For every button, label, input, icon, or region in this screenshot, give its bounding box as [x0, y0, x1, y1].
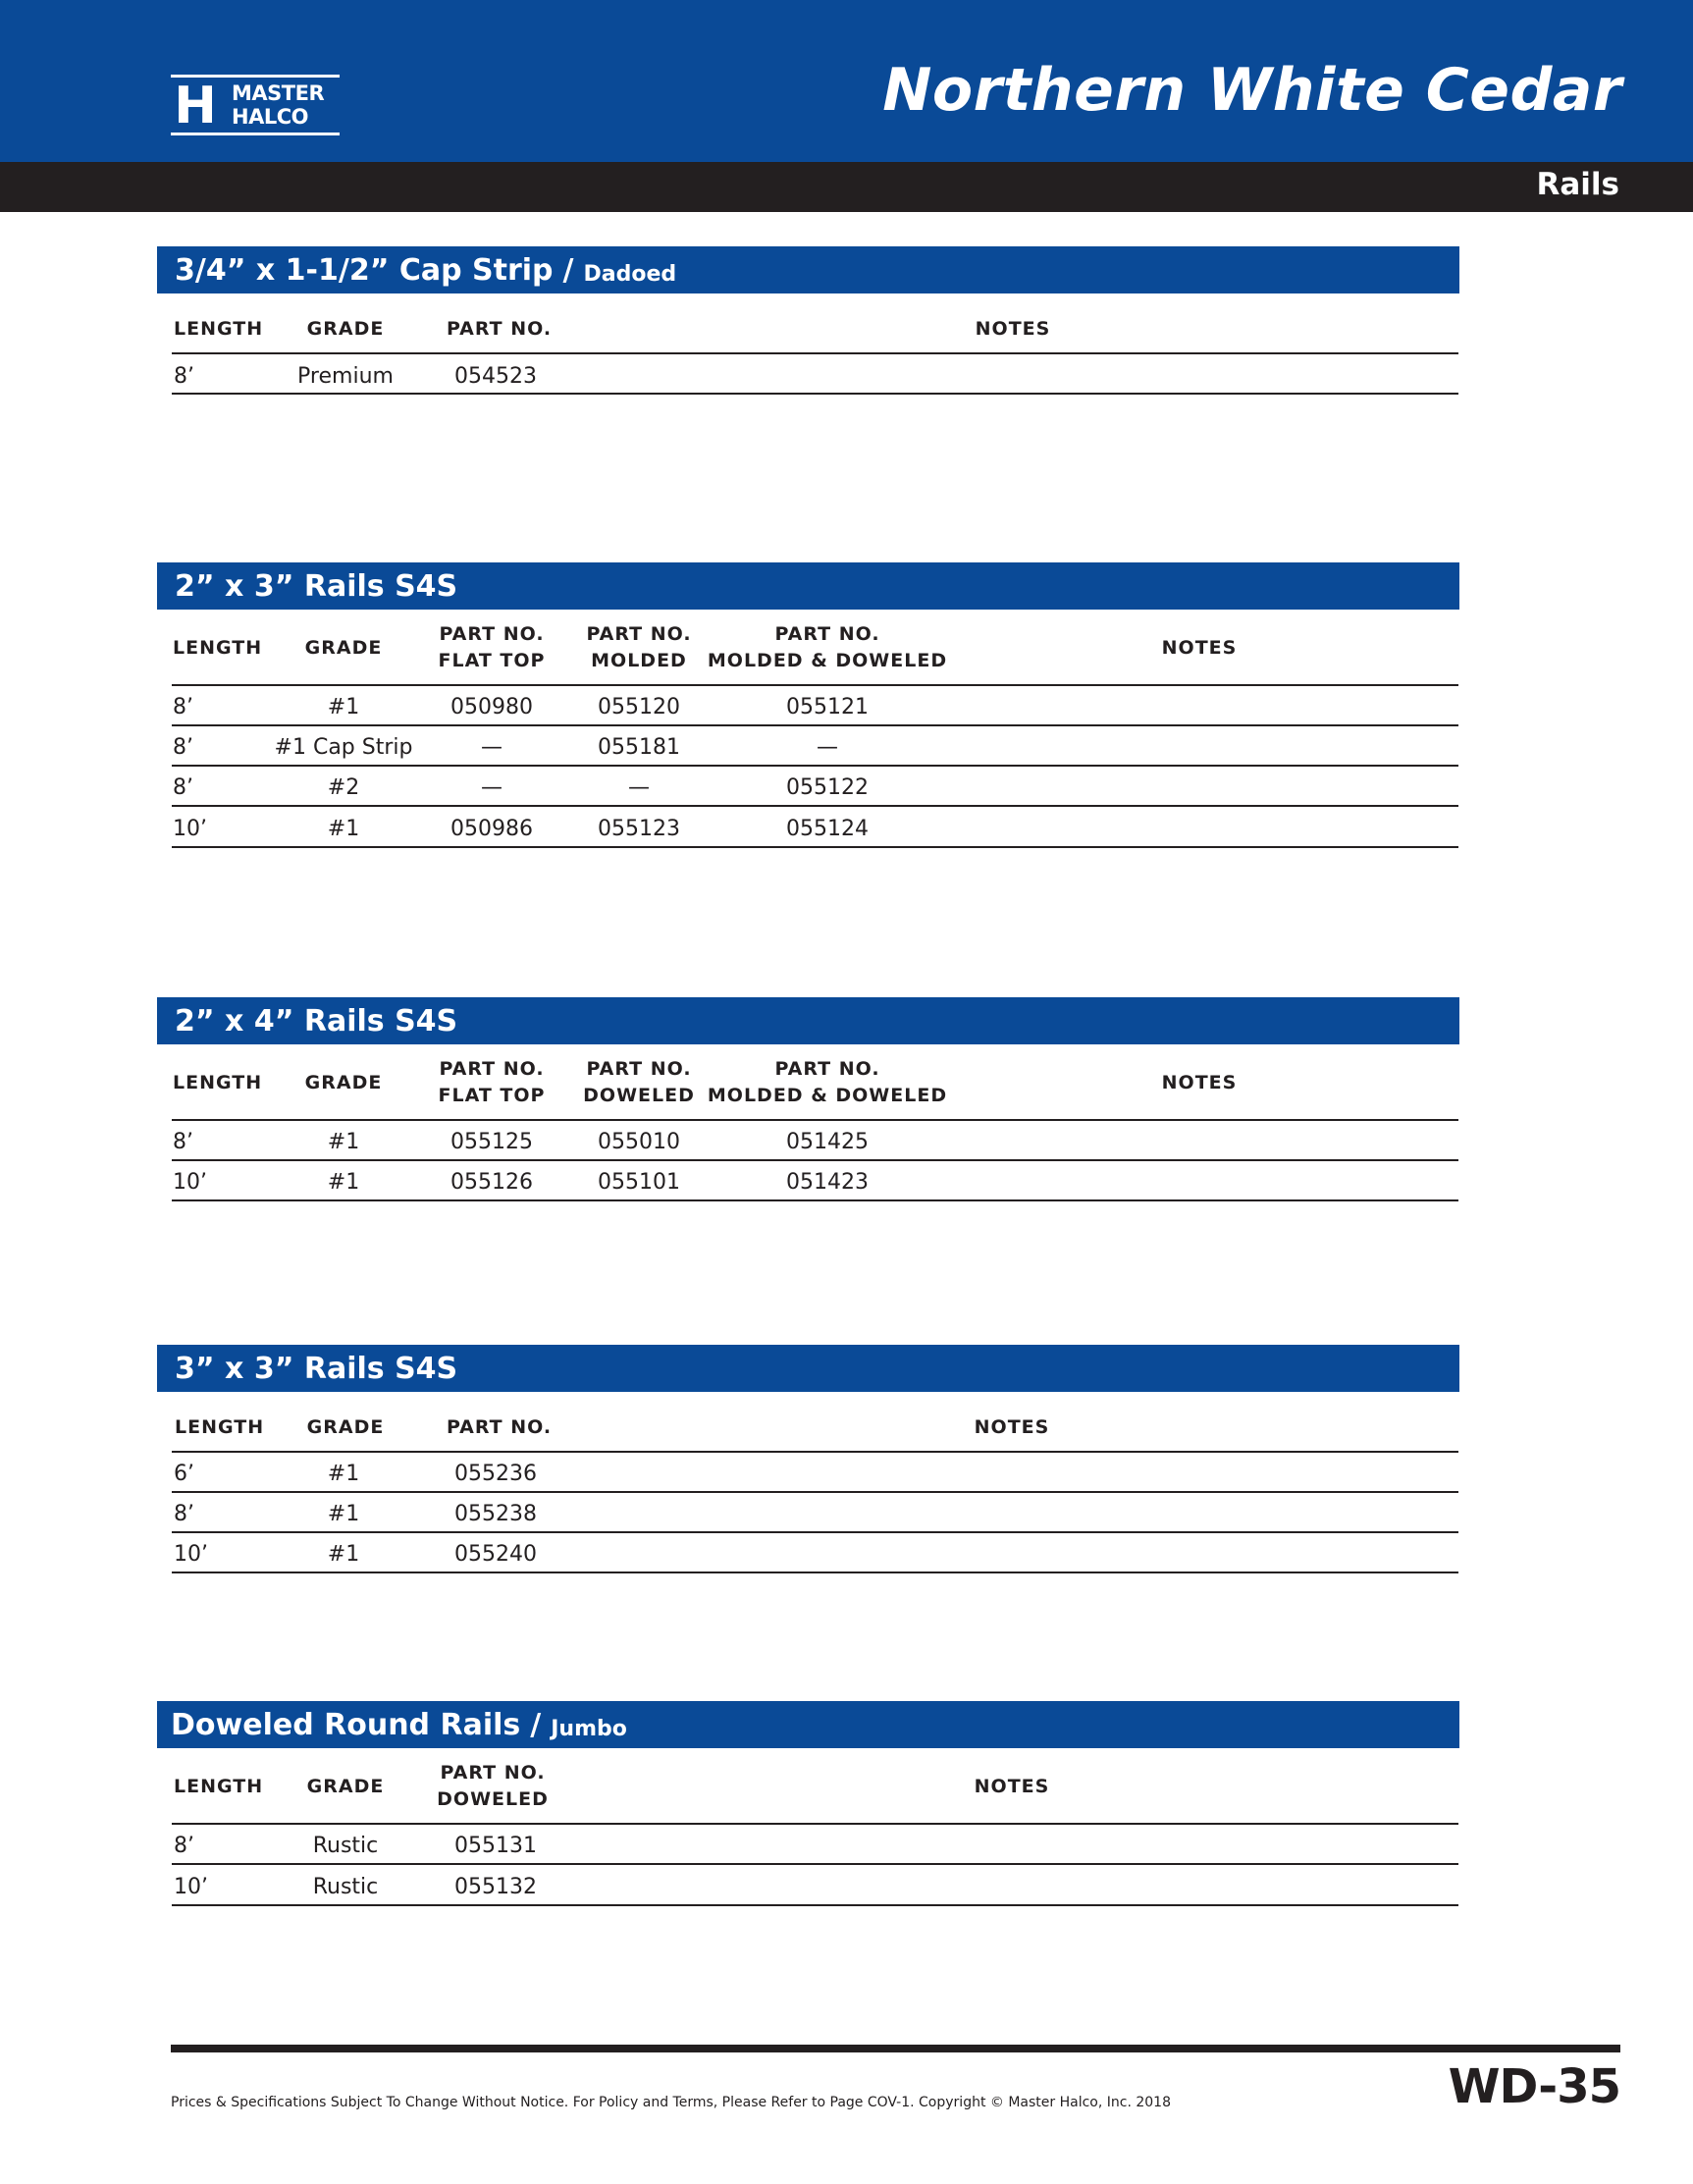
cell-part-no: 055236: [454, 1462, 537, 1486]
cell-length: 8’: [173, 775, 193, 800]
section-title-bar: [157, 1345, 1459, 1392]
cell-grade: #1: [327, 1542, 360, 1567]
column-header-part-no-flat-top: PART NO. FLAT TOP: [438, 623, 546, 671]
cell-grade: #1: [327, 1170, 360, 1195]
column-header-notes: NOTES: [1161, 637, 1238, 659]
section-bar: [0, 162, 1693, 212]
column-header-grade: GRADE: [304, 1072, 383, 1093]
row-rule: [172, 1904, 1458, 1906]
column-header-notes: NOTES: [975, 318, 1051, 340]
logo-mark: H: [174, 77, 217, 135]
cell-length: 10’: [174, 1875, 208, 1899]
header-rule: [172, 1119, 1458, 1121]
logo-line-1: MASTER: [232, 81, 325, 105]
section-doweled-round-rails: [157, 1701, 1459, 1917]
column-header-part-no-molded: PART NO. MOLDED: [586, 623, 692, 671]
cell-part-flat-top: 050986: [450, 817, 533, 841]
cell-part-flat-top: 050980: [450, 695, 533, 719]
section-title: Doweled Round Rails: [171, 1707, 521, 1742]
section-subtitle: Dadoed: [583, 261, 677, 287]
cell-grade: #1: [327, 1130, 360, 1154]
row-rule: [172, 1531, 1458, 1533]
column-header-notes: NOTES: [1161, 1072, 1238, 1093]
cell-length: 8’: [174, 364, 194, 389]
cell-part-flat-top: 055125: [450, 1130, 533, 1154]
cell-grade: Rustic: [312, 1834, 379, 1858]
section-title: 3/4” x 1-1/2” Cap Strip: [175, 252, 554, 288]
cell-length: 8’: [173, 735, 193, 760]
row-rule: [172, 1491, 1458, 1493]
section-title: 3” x 3” Rails S4S: [175, 1351, 458, 1386]
column-header-length: LENGTH: [174, 1776, 264, 1797]
cell-grade: Premium: [297, 364, 394, 389]
section-title-bar: [157, 1701, 1459, 1748]
cell-length: 8’: [173, 695, 193, 719]
footer-disclaimer: Prices & Specifications Subject To Change Without Notice. For Policy and Terms, Please Refer to Page COV-1. Copyright © Master Halco, Inc. 2018: [171, 2095, 1171, 2110]
cell-part-molded-doweled: 055121: [786, 695, 869, 719]
column-header-grade: GRADE: [304, 637, 383, 659]
section-2x3-rails: [157, 562, 1459, 857]
master-halco-logo: [171, 75, 340, 135]
cell-part-doweled: 055101: [598, 1170, 680, 1195]
cell-part-molded: 055123: [598, 817, 680, 841]
row-rule: [172, 765, 1458, 767]
cell-part-molded-doweled: 051425: [786, 1130, 869, 1154]
cell-grade: Rustic: [312, 1875, 379, 1899]
cell-part-molded: 055181: [598, 735, 680, 760]
cell-part-molded: 055120: [598, 695, 680, 719]
header-rule: [172, 1451, 1458, 1453]
cell-part-flat-top: 055126: [450, 1170, 533, 1195]
cell-part-no: 055131: [454, 1834, 537, 1858]
page-title: Northern White Cedar: [882, 56, 1622, 125]
column-header-length: LENGTH: [173, 637, 263, 659]
row-rule: [172, 805, 1458, 807]
cell-grade: #2: [327, 775, 360, 800]
page-number: WD-35: [1448, 2059, 1620, 2114]
cell-grade: #1 Cap Strip: [274, 735, 413, 760]
column-header-part-no-molded-doweled: PART NO. MOLDED & DOWELED: [707, 623, 948, 671]
header-rule: [172, 1823, 1458, 1825]
cell-part-no: 055132: [454, 1875, 537, 1899]
column-header-grade: GRADE: [306, 1776, 385, 1797]
section-title-bar: [157, 562, 1459, 610]
row-rule: [172, 1863, 1458, 1865]
column-header-length: LENGTH: [174, 318, 264, 340]
column-header-length: LENGTH: [175, 1416, 265, 1438]
row-rule: [172, 1199, 1458, 1201]
row-rule: [172, 393, 1458, 395]
section-name: Rails: [1536, 167, 1619, 202]
column-header-part-no-molded-doweled: PART NO. MOLDED & DOWELED: [707, 1058, 948, 1106]
header-rule: [172, 352, 1458, 354]
column-header-part-no: PART NO.: [447, 318, 553, 340]
row-rule: [172, 724, 1458, 726]
cell-length: 6’: [174, 1462, 194, 1486]
cell-part-molded-doweled: 055124: [786, 817, 869, 841]
section-title: 2” x 4” Rails S4S: [175, 1003, 458, 1039]
section-title-bar: [157, 997, 1459, 1044]
cell-length: 8’: [174, 1834, 194, 1858]
cell-grade: #1: [327, 695, 360, 719]
cell-grade: #1: [327, 817, 360, 841]
column-header-part-no: PART NO.: [447, 1416, 553, 1438]
section-cap-strip: [157, 246, 1459, 403]
cell-part-no: 054523: [454, 364, 537, 389]
column-header-part-no-flat-top: PART NO. FLAT TOP: [438, 1058, 546, 1106]
cell-length: 8’: [174, 1502, 194, 1526]
footer-rule: [171, 2045, 1620, 2052]
row-rule: [172, 846, 1458, 848]
column-header-part-no-doweled: PART NO. DOWELED: [583, 1058, 695, 1106]
cell-part-molded-doweled: 051423: [786, 1170, 869, 1195]
column-header-length: LENGTH: [173, 1072, 263, 1093]
cell-part-molded-doweled: —: [817, 735, 838, 760]
column-header-grade: GRADE: [306, 318, 385, 340]
section-subtitle: Jumbo: [551, 1716, 627, 1741]
row-rule: [172, 1571, 1458, 1573]
column-header-notes: NOTES: [974, 1416, 1050, 1438]
cell-length: 10’: [173, 817, 207, 841]
title-separator: /: [562, 252, 574, 288]
section-2x4-rails: [157, 997, 1459, 1208]
title-separator: /: [530, 1707, 542, 1742]
cell-part-no: 055240: [454, 1542, 537, 1567]
section-3x3-rails: [157, 1345, 1459, 1580]
cell-part-doweled: 055010: [598, 1130, 680, 1154]
cell-part-flat-top: —: [481, 775, 503, 800]
section-title-bar: [157, 246, 1459, 293]
cell-part-molded-doweled: 055122: [786, 775, 869, 800]
cell-part-no: 055238: [454, 1502, 537, 1526]
row-rule: [172, 1159, 1458, 1161]
column-header-notes: NOTES: [974, 1776, 1050, 1797]
logo-line-2: HALCO: [232, 105, 308, 129]
cell-length: 10’: [174, 1542, 208, 1567]
cell-length: 8’: [173, 1130, 193, 1154]
header-rule: [172, 684, 1458, 686]
cell-length: 10’: [173, 1170, 207, 1195]
section-title: 2” x 3” Rails S4S: [175, 568, 458, 604]
column-header-grade: GRADE: [306, 1416, 385, 1438]
column-header-part-no-doweled: PART NO. DOWELED: [437, 1762, 549, 1810]
cell-grade: #1: [327, 1462, 360, 1486]
cell-part-molded: —: [628, 775, 650, 800]
cell-part-flat-top: —: [481, 735, 503, 760]
cell-grade: #1: [327, 1502, 360, 1526]
